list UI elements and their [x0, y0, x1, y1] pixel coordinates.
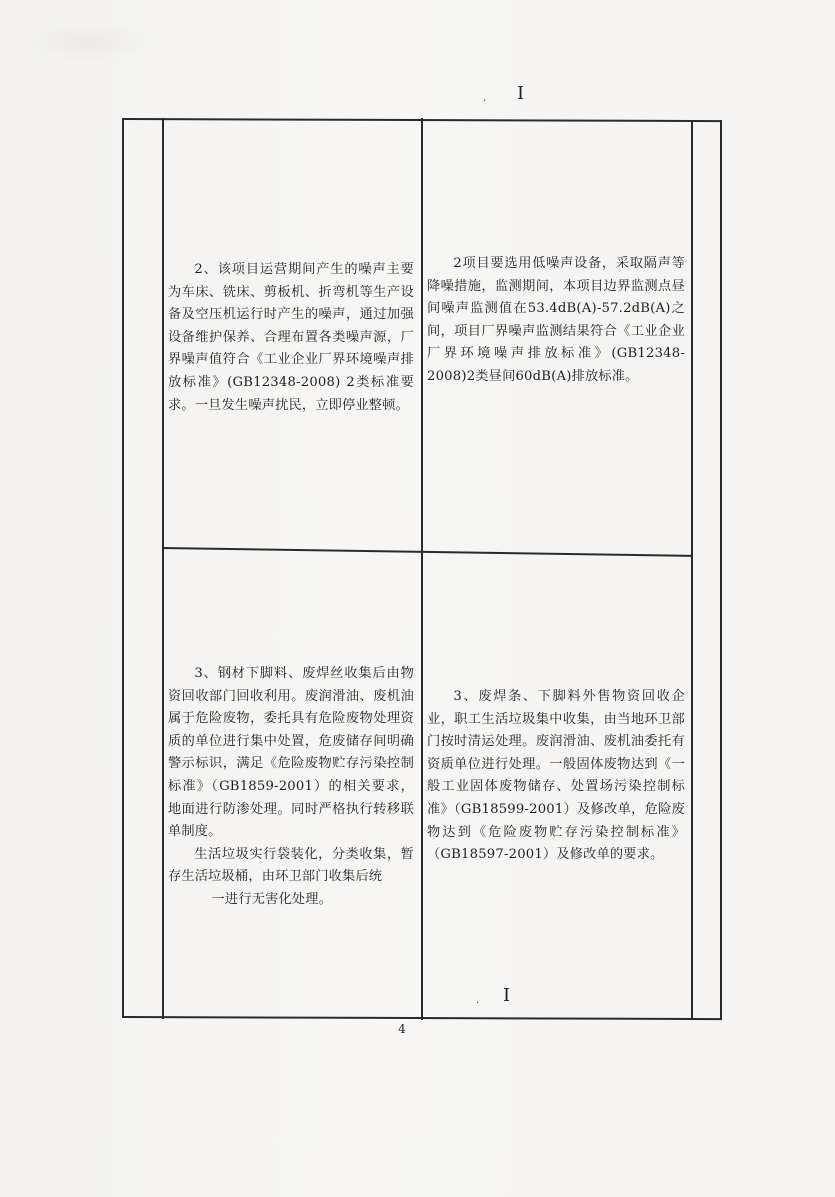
- domestic-waste-plan-text: 生活垃圾实行袋装化，分类收集，暂存生活垃圾桶，由环卫部门收集后统: [168, 846, 414, 885]
- table-divider-inner-right: [691, 120, 693, 1020]
- table-divider-inner-left: [162, 118, 164, 1019]
- waste-measures-result-text: 3、废焊条、下脚料外售物资回收企业，职工生活垃圾集中收集，由当地环卫部门按时清运处理。废润滑油、废机油委托有资质单位进行处理。一般固体废物达到《一般工业固体废物储存、处置场污染控制标准》（GB18599-2001）及修改单，危险废物达到《危险废物贮存污染控制标准》（GB18597-2001）及修改单的要求。: [427, 689, 685, 863]
- margin-bar-top: I: [517, 83, 525, 104]
- waste-measures-result-cell: [427, 686, 685, 867]
- margin-dot-top: .: [483, 93, 487, 104]
- noise-measures-plan-text: 2、该项目运营期间产生的噪声主要为车床、铣床、剪板机、折弯机等生产设备及空压机运行时产生的噪声，通过加强设备维护保养、合理布置各类噪声源，厂界噪声值符合《工业企业厂界环境噪声排放标准》(GB12348-2008) 2类标准要求。一旦发生噪声扰民，立即停业整顿。: [168, 262, 414, 413]
- noise-measures-result-cell: [427, 253, 685, 389]
- table-border-left: [122, 118, 124, 1018]
- paper-smudge: [28, 22, 148, 62]
- table-border-right: [720, 120, 722, 1020]
- margin-bar-bottom: I: [503, 985, 511, 1006]
- noise-measures-plan-cell: [168, 259, 414, 417]
- table-row-divider: [162, 547, 692, 556]
- domestic-waste-plan-tail: 一进行无害化处理。: [211, 891, 333, 907]
- noise-measures-result-text: 2项目要选用低噪声设备，采取隔声等降噪措施，监测期间，本项目边界监测点昼间噪声监测值在53.4dB(A)-57.2dB(A)之间，项目厂界噪声监测结果符合《工业企业厂界环境噪声排放标准》(GB12348-2008)2类昼间60dB(A)排放标准。: [427, 256, 685, 384]
- table-divider-middle: [421, 118, 423, 1020]
- waste-measures-plan-cell: [168, 663, 414, 912]
- waste-measures-plan-text: 3、钢材下脚料、废焊丝收集后由物资回收部门回收利用。废润滑油、废机油属于危险废物，委托具有危险废物处理资质的单位进行集中处置，危废储存间明确警示标识，满足《危险废物贮存污染控制标准》（GB1859-2001）的相关要求，地面进行防渗处理。同时严格执行转移联单制度。: [168, 666, 414, 840]
- page-number: 4: [398, 1022, 406, 1036]
- margin-dot-bottom: .: [476, 995, 480, 1006]
